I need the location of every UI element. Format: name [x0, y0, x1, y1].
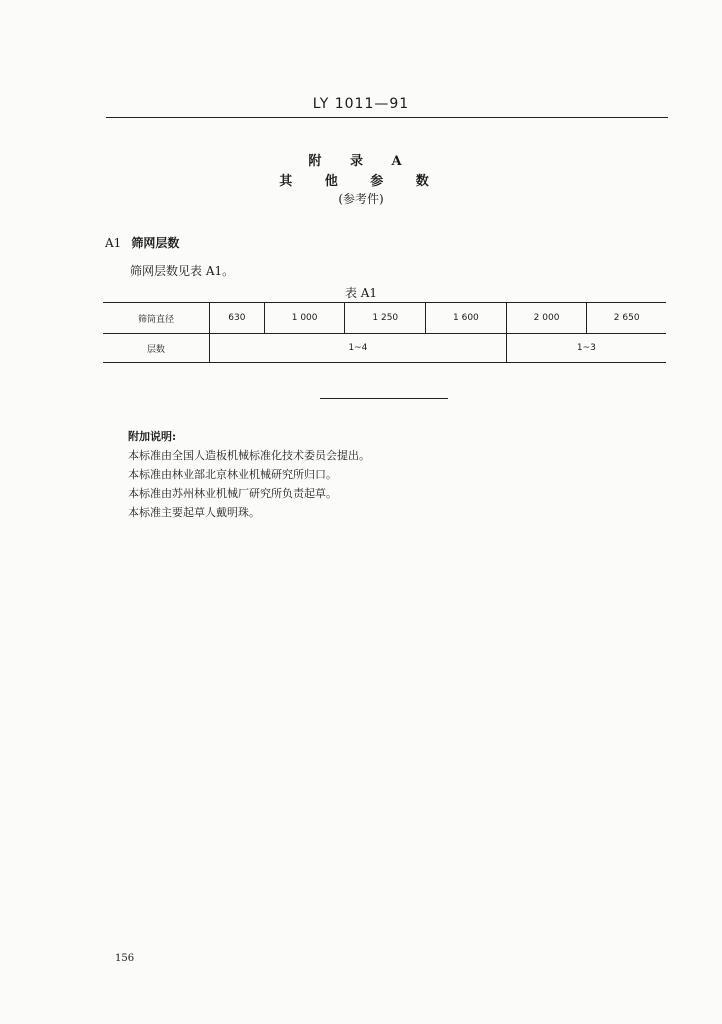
note-line: 本标准由全国人造板机械标准化技术委员会提出。 [128, 449, 370, 462]
page-number: 156 [115, 953, 135, 964]
header-rule [106, 117, 668, 118]
appendix-title: 附 录 A [308, 154, 414, 169]
document-code: LY 1011—91 [312, 96, 410, 112]
appendix-note: (参考件) [338, 192, 384, 206]
note-line: 本标准由苏州林业机械厂研究所负责起草。 [128, 487, 337, 500]
table-header-cell: 筛筒直径 [103, 303, 210, 334]
section-number: A1 [105, 236, 122, 250]
table-header-cell: 层数 [103, 334, 210, 363]
section-title: 筛网层数 [131, 236, 180, 250]
section-heading [105, 234, 179, 251]
table-cell: 1 250 [345, 303, 426, 334]
end-rule [320, 398, 448, 399]
table-cell: 1 600 [426, 303, 507, 334]
table-row [103, 334, 666, 363]
table-cell: 2 000 [506, 303, 587, 334]
additional-notes [128, 427, 370, 522]
table-cell: 2 650 [587, 303, 666, 334]
section-body: 筛网层数见表 A1。 [130, 264, 235, 278]
table-cell: 1~4 [210, 334, 507, 363]
appendix-subtitle: 其 他 参 数 [279, 174, 443, 189]
notes-title: 附加说明: [128, 430, 177, 443]
table-caption: 表 A1 [344, 286, 378, 300]
table-cell: 630 [210, 303, 265, 334]
table-row [103, 303, 666, 334]
note-line: 本标准由林业部北京林业机械研究所归口。 [128, 468, 337, 481]
table-cell: 1~3 [506, 334, 666, 363]
note-line: 本标准主要起草人戴明珠。 [128, 506, 260, 519]
table-cell: 1 000 [264, 303, 345, 334]
parameter-table [103, 302, 666, 363]
